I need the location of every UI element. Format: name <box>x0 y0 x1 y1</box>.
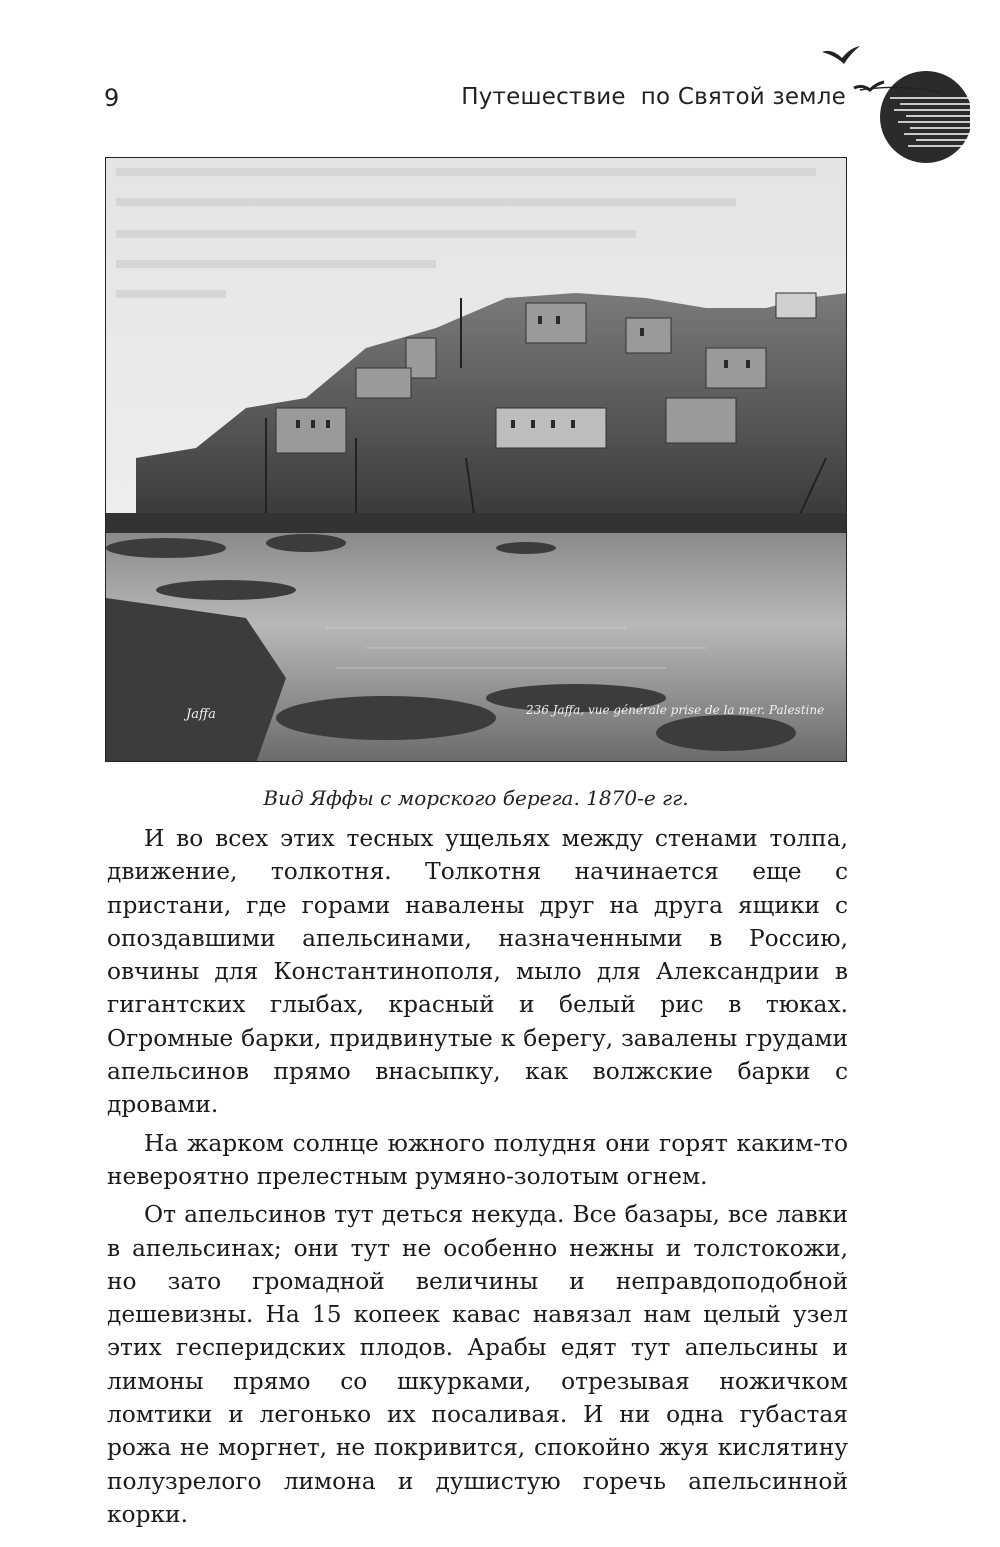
photo-inscription-right: 236 Jaffa, vue générale prise de la mer. Palestine <box>526 703 825 717</box>
jaffa-photograph <box>105 157 847 762</box>
bird-icon <box>822 46 860 64</box>
jaffa-photo-drawing <box>106 158 847 762</box>
body-text <box>107 822 848 1536</box>
sun-and-bird-emblem <box>820 40 970 165</box>
paragraph: От апельсинов тут деться некуда. Все базары, все лавки в апельсинах; они тут не особенно нежны и толстокожи, но зато громадной величины и неправдоподобной дешевизны. На 15 копеек кавас навязал нам целый узел этих гесперидских плодов. Арабы едят тут апельсины и лимоны прямо со шкурками, отрезывая ножичком ломтики и легонько их посаливая. И ни одна губастая рожа не моргнет, не покривится, спокойно жуя кислятину полузрелого лимона и душистую горечь апельсинной корки. <box>107 1201 848 1528</box>
page-header <box>0 0 1000 160</box>
figure-caption: Вид Яффы с морского берега. 1870-е гг. <box>263 786 689 810</box>
paragraph: На жарком солнце южного полудня они горят каким-то невероятно прелестным румяно-золотым огнем. <box>107 1129 848 1190</box>
page-number: 9 <box>104 84 120 112</box>
paragraph: И во всех этих тесных ущельях между стенами толпа, движение, толкотня. Толкотня начинается еще с пристани, где горами навалены друг на друга ящики с опоздавшими апельсинами, назначенными в Россию, овчины для Константинополя, мыло для Александрии в гигантских глыбах, красный и белый рис в тюках. Огромные барки, придвинутые к берегу, завалены грудами апельсинов прямо внасыпку, как волжские барки с дровами. <box>107 825 848 1119</box>
photo-inscription-left: Jaffa <box>186 707 216 722</box>
running-title: Путешествие по Святой земле <box>461 84 846 110</box>
